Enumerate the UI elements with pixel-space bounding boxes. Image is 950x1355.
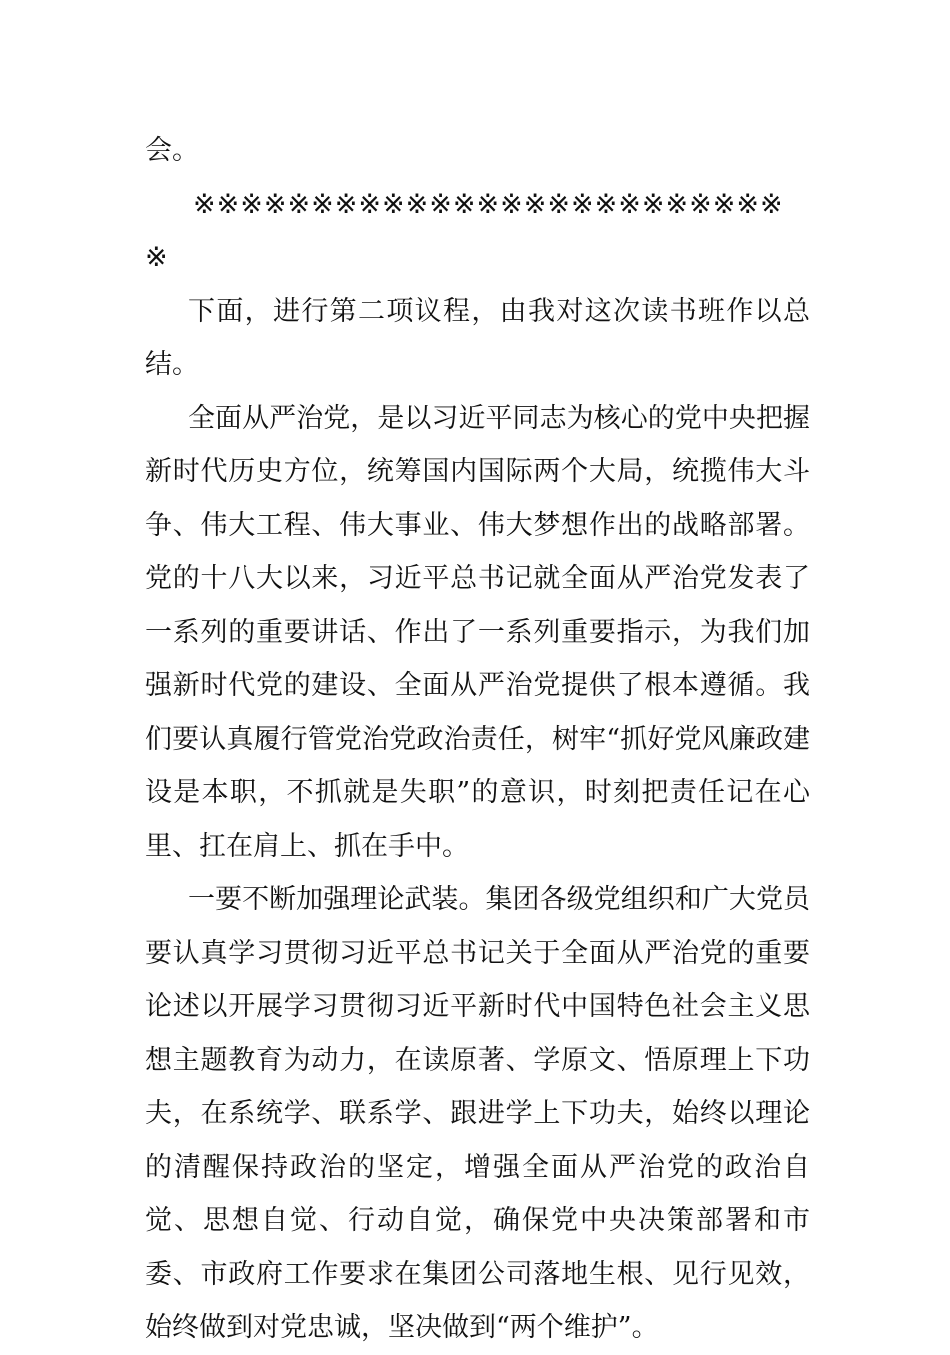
document-body	[145, 124, 810, 1355]
separator-tail: ※	[145, 242, 169, 273]
paragraph-agenda: 下面，进行第二项议程，由我对这次读书班作以总结。	[145, 295, 810, 380]
paragraph-theory-arming: 一要不断加强理论武装。集团各级党组织和广大党员要认真学习贯彻习近平总书记关于全面从严治党的重要论述以开展学习贯彻习近平新时代中国特色社会主义思想主题教育为动力，在读原著、学原文、悟原理上下功夫，在系统学、联系学、跟进学上下功夫，始终以理论的清醒保持政治的坚定，增强全面从严治党的政治自觉、思想自觉、行动自觉，确保党中央决策部署和市委、市政府工作要求在集团公司落地生根、见行见效，始终做到对党忠诚，坚决做到“两个维护”。	[145, 884, 810, 1343]
paragraph-strict-governance: 全面从严治党，是以习近平同志为核心的党中央把握新时代历史方位，统筹国内国际两个大局，统揽伟大斗争、伟大工程、伟大事业、伟大梦想作出的战略部署。党的十八大以来，习近平总书记就全面从严治党发表了一系列的重要讲话、作出了一系列重要指示，为我们加强新时代党的建设、全面从严治党提供了根本遵循。我们要认真履行管党治党政治责任，树牢“抓好党风廉政建设是本职，不抓就是失职”的意识，时刻把责任记在心里、扛在肩上、抓在手中。	[145, 402, 810, 862]
separator-marks: ※※※※※※※※※※※※※※※※※※※※※※※※※	[193, 188, 784, 220]
separator-line	[145, 178, 810, 285]
continuation-line: 会。	[145, 135, 199, 166]
